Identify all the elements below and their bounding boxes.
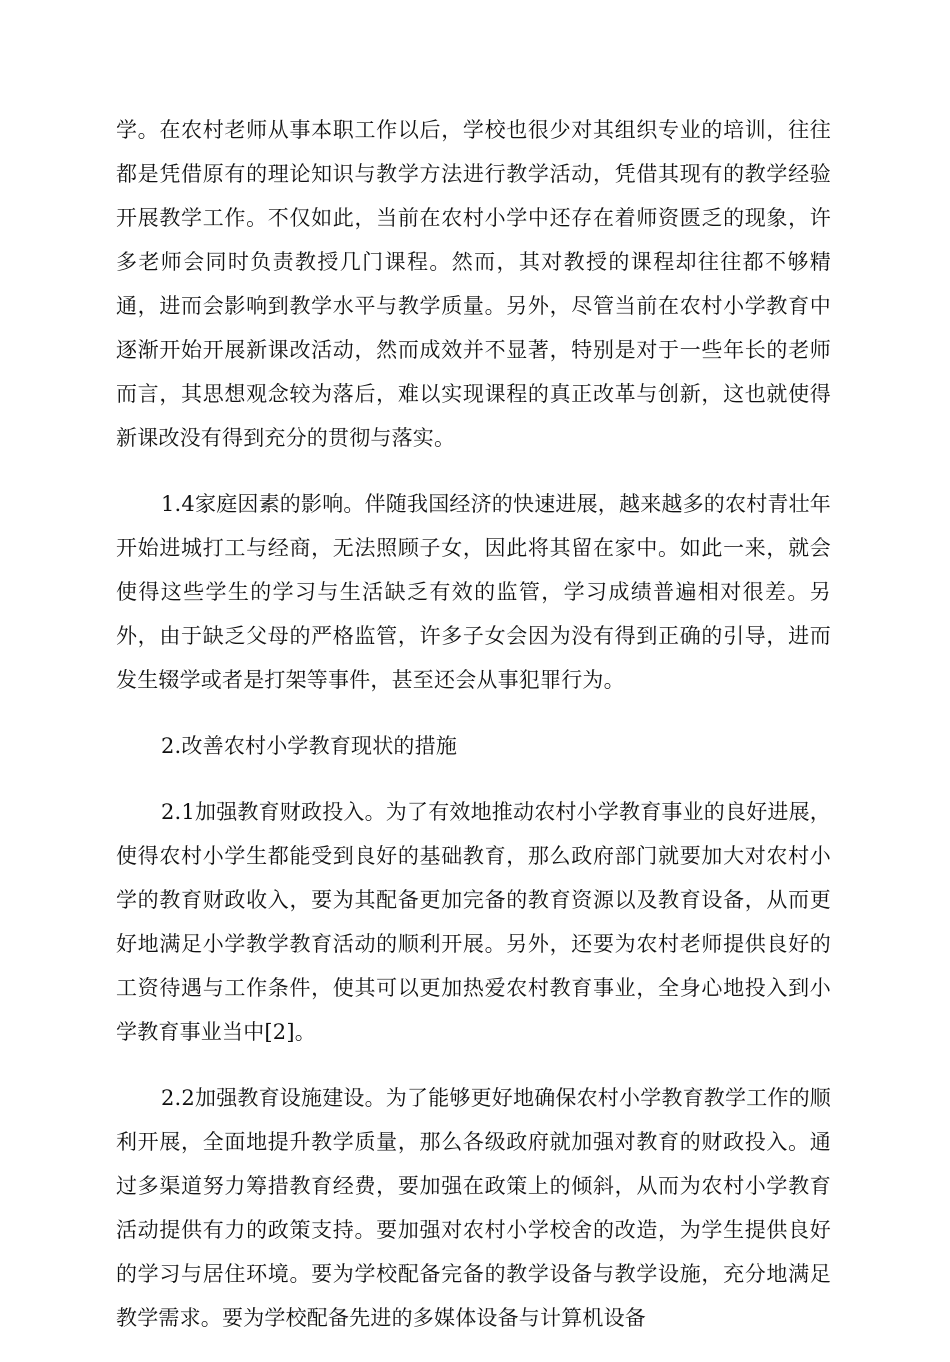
paragraph-teacher-quality: 学。在农村老师从事本职工作以后，学校也很少对其组织专业的培训，往往都是凭借原有的理论知识与教学方法进行教学活动，凭借其现有的教学经验开展教学工作。不仅如此，当前在农村小学中还存在着师资匮乏的现象，许多老师会同时负责教授几门课程。然而，其对教授的课程却往往都不够精通，进而会影响到教学水平与教学质量。另外，尽管当前在农村小学教育中逐渐开始开展新课改活动，然而成效并不显著，特别是对于一些年长的老师而言，其思想观念较为落后，难以实现课程的真正改革与创新，这也就使得新课改没有得到充分的贯彻与落实。 (116, 118, 831, 450)
paragraph-facility-construction: 2.2加强教育设施建设。为了能够更好地确保农村小学教育教学工作的顺利开展，全面地提升教学质量，那么各级政府就加强对教育的财政投入。通过多渠道努力筹措教育经费，要加强在政策上的倾斜，从而为农村小学教育活动提供有力的政策支持。要加强对农村小学校舍的改造，为学生提供良好的学习与居住环境。要为学校配备完备的教学设备与教学设施，充分地满足教学需求。要为学校配备先进的多媒体设备与计算机设备 (116, 1086, 831, 1330)
document-body (116, 108, 831, 1362)
paragraph-family-factors: 1.4家庭因素的影响。伴随我国经济的快速进展，越来越多的农村青壮年开始进城打工与经商，无法照顾子女，因此将其留在家中。如此一来，就会使得这些学生的学习与生活缺乏有效的监管，学习成绩普遍相对很差。另外，由于缺乏父母的严格监管，许多子女会因为没有得到正确的引导，进而发生辍学或者是打架等事件，甚至还会从事犯罪行为。 (116, 492, 831, 692)
paragraph-financial-investment: 2.1加强教育财政投入。为了有效地推动农村小学教育事业的良好进展，使得农村小学生都能受到良好的基础教育，那么政府部门就要加大对农村小学的教育财政收入，要为其配备更加完备的教育资源以及教育设备，从而更好地满足小学教学教育活动的顺利开展。另外，还要为农村老师提供良好的工资待遇与工作条件，使其可以更加热爱农村教育事业，全身心地投入到小学教育事业当中[2]。 (116, 800, 831, 1044)
section-heading-measures: 2.改善农村小学教育现状的措施 (161, 734, 458, 758)
